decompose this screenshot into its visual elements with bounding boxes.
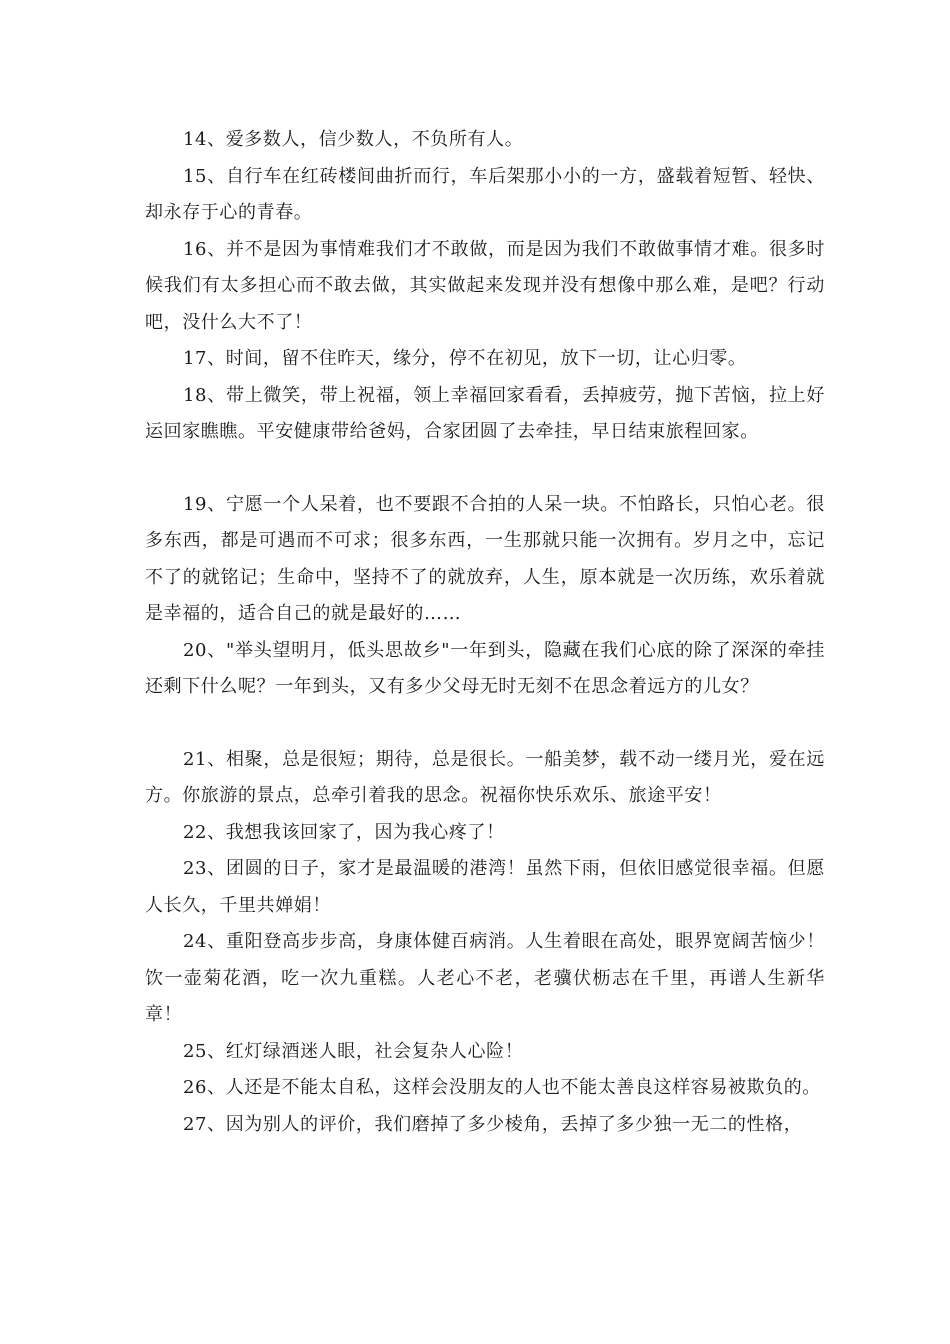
paragraph-gap: [145, 706, 825, 742]
paragraph-20: 20、"举头望明月，低头思故乡"一年到头，隐藏在我们心底的除了深深的牵挂还剩下什么呢？一年到头，又有多少父母无时无刻不在思念着远方的儿女？: [145, 639, 825, 697]
paragraph-23: 23、团圆的日子，家才是最温暖的港湾！虽然下雨，但依旧感觉很幸福。但愿人长久，千里共婵娟！: [145, 858, 825, 916]
paragraph-18: 18、带上微笑，带上祝福，领上幸福回家看看，丢掉疲劳，抛下苦恼，拉上好运回家瞧瞧。平安健康带给爸妈，合家团圆了去牵挂，早日结束旅程回家。: [145, 384, 825, 442]
paragraph-25: 25、红灯绿酒迷人眼，社会复杂人心险！: [183, 1040, 524, 1062]
paragraph-14: 14、爱多数人，信少数人，不负所有人。: [183, 129, 524, 150]
paragraph-24: 24、重阳登高步步高，身康体健百病消。人生着眼在高处，眼界宽阔苦恼少！饮一壶菊花酒，吃一次九重糕。人老心不老，老骥伏枥志在千里，再谱人生新华章！: [145, 931, 825, 1025]
paragraph-21: 21、相聚，总是很短；期待，总是很长。一船美梦，载不动一缕月光，爱在远方。你旅游的景点，总牵引着我的思念。祝福你快乐欢乐、旅途平安！: [145, 748, 825, 806]
paragraph-gap: [145, 451, 825, 487]
paragraph-19: 19、宁愿一个人呆着，也不要跟不合拍的人呆一块。不怕路长，只怕心老。很多东西，都是可遇而不可求；很多东西，一生那就只能一次拥有。岁月之中，忘记不了的就铭记；生命中，坚持不了的就放弃，人生，原本就是一次历练，欢乐着就是幸福的，适合自己的就是最好的……: [145, 493, 825, 624]
paragraph-17: 17、时间，留不住昨天，缘分，停不在初见，放下一切，让心归零。: [183, 348, 747, 369]
paragraph-26: 26、人还是不能太自私，这样会没朋友的人也不能太善良这样容易被欺负的。: [183, 1077, 821, 1098]
paragraph-16: 16、并不是因为事情难我们才不敢做，而是因为我们不敢做事情才难。很多时候我们有太多担心而不敢去做，其实做起来发现并没有想像中那么难，是吧？行动吧，没什么大不了！: [145, 238, 825, 333]
paragraph-15: 15、自行车在红砖楼间曲折而行，车后架那小小的一方，盛载着短暂、轻快、却永存于心的青春。: [145, 165, 825, 223]
document-body: [145, 122, 825, 1143]
paragraph-22: 22、我想我该回家了，因为我心疼了！: [183, 821, 505, 843]
paragraph-27: 27、因为别人的评价，我们磨掉了多少棱角，丢掉了多少独一无二的性格，: [183, 1113, 803, 1135]
